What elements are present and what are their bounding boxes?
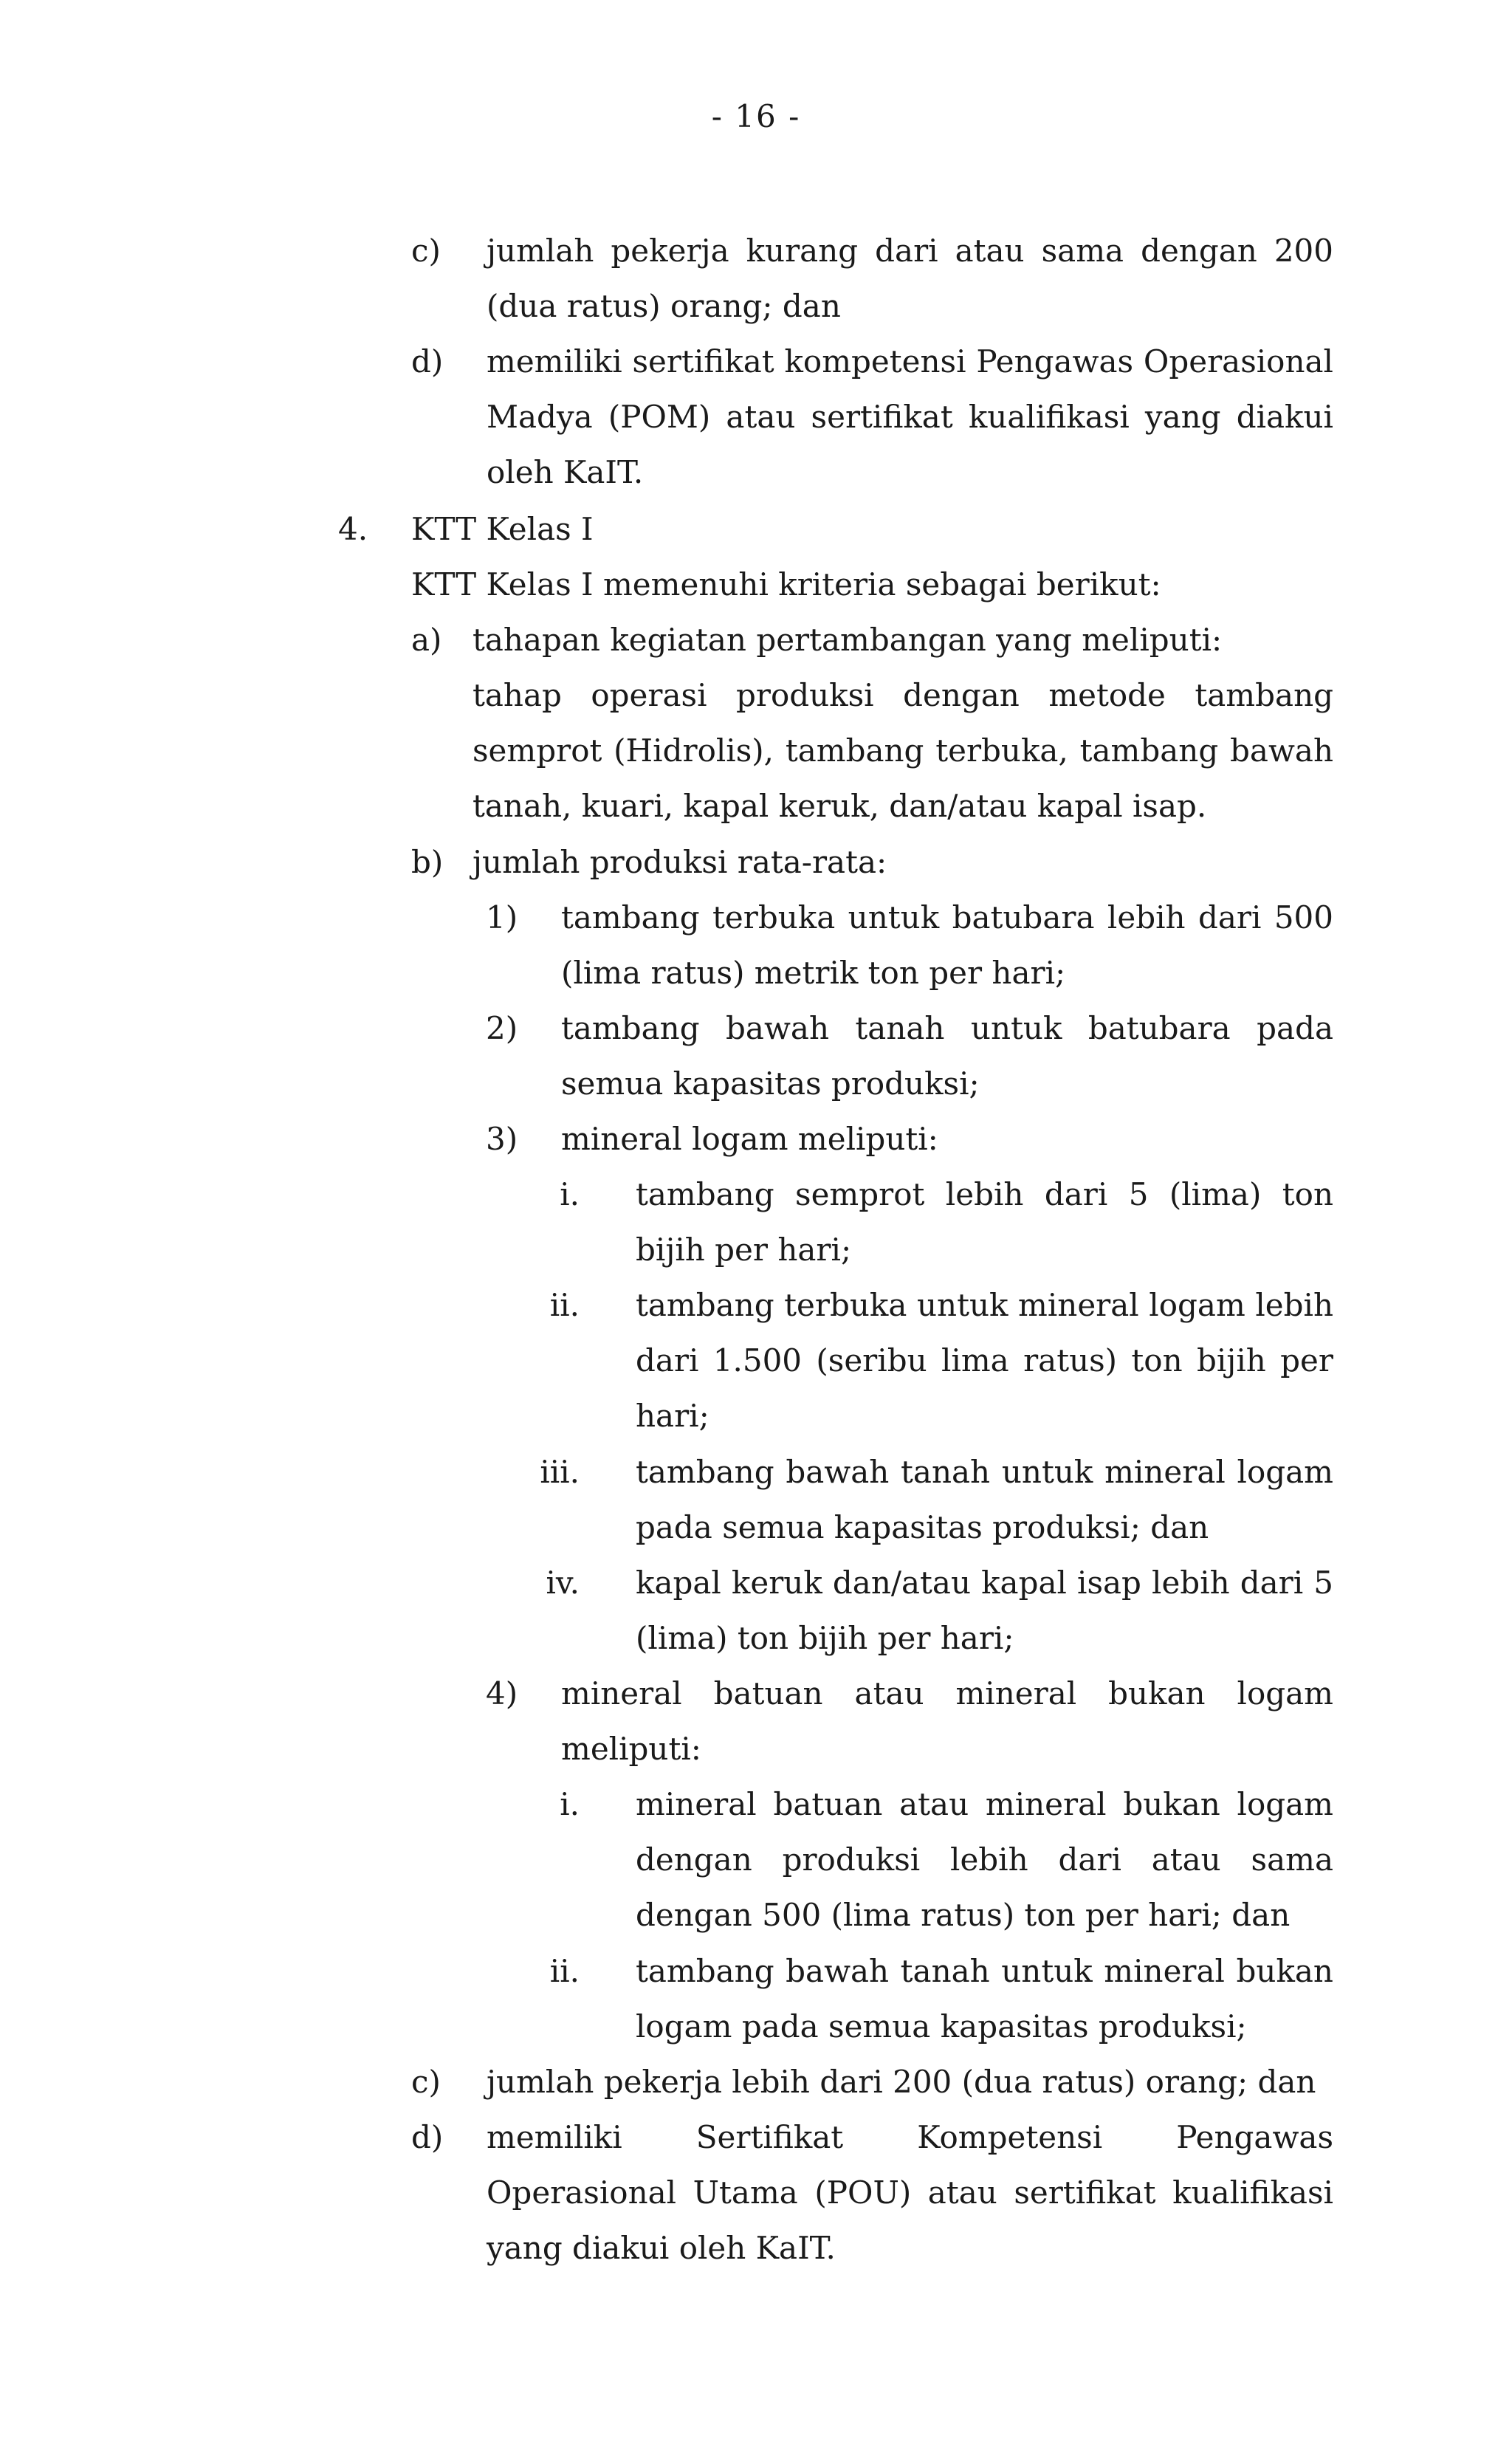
list-marker: 1)	[486, 899, 518, 936]
list-item-text: memiliki sertifikat kompetensi Pengawas Operasional Madya (POM) atau sertifikat kualifikasi yang diakui oleh KaIT.	[487, 343, 1333, 490]
list-marker: c)	[411, 2064, 441, 2100]
list-marker: b)	[411, 844, 444, 880]
list-item-lead: jumlah produksi rata-rata:	[472, 844, 887, 880]
list-item-text: tahap operasi produksi dengan metode tambang semprot (Hidrolis), tambang terbuka, tambang bawah tanah, kuari, kapal keruk, dan/atau kapal isap.	[472, 677, 1333, 824]
list-item-text: jumlah pekerja kurang dari atau sama dengan 200 (dua ratus) orang; dan	[487, 233, 1333, 324]
list-marker: 3)	[486, 1121, 518, 1157]
list-item-text: jumlah pekerja lebih dari 200 (dua ratus) orang; dan	[487, 2064, 1316, 2100]
list-marker: d)	[411, 2119, 444, 2155]
list-item-text: mineral logam meliputi:	[561, 1121, 938, 1157]
list-item-text: tambang terbuka untuk mineral logam lebih dari 1.500 (seribu lima ratus) ton bijih per hari;	[636, 1287, 1333, 1434]
section-number: 4.	[338, 511, 368, 547]
list-item-text: memiliki Sertifikat Kompetensi Pengawas Operasional Utama (POU) atau sertifikat kualifikasi yang diakui oleh KaIT.	[487, 2119, 1333, 2266]
list-item-text: tambang terbuka untuk batubara lebih dari 500 (lima ratus) metrik ton per hari;	[561, 899, 1333, 991]
list-marker: 2)	[486, 1010, 518, 1046]
list-item-lead: tahapan kegiatan pertambangan yang meliputi:	[472, 622, 1223, 658]
section-heading: KTT Kelas I	[411, 511, 594, 547]
list-item-text: tambang semprot lebih dari 5 (lima) ton bijih per hari;	[636, 1176, 1333, 1268]
page-number: - 16 -	[711, 98, 801, 134]
list-marker: iv.	[546, 1565, 580, 1601]
list-item-text: tambang bawah tanah untuk batubara pada semua kapasitas produksi;	[561, 1010, 1333, 1102]
list-marker: i.	[560, 1786, 580, 1822]
list-marker: ii.	[549, 1953, 580, 1989]
list-marker: 4)	[486, 1675, 518, 1712]
list-item-text: kapal keruk dan/atau kapal isap lebih dari 5 (lima) ton bijih per hari;	[636, 1565, 1333, 1656]
list-item-text: mineral batuan atau mineral bukan logam meliputi:	[561, 1675, 1333, 1767]
list-item-text: tambang bawah tanah untuk mineral bukan logam pada semua kapasitas produksi;	[636, 1953, 1333, 2045]
list-item-text: mineral batuan atau mineral bukan logam dengan produksi lebih dari atau sama dengan 500 (lima ratus) ton per hari; dan	[636, 1786, 1333, 1933]
list-marker: i.	[560, 1176, 580, 1212]
list-marker: d)	[411, 343, 444, 380]
list-marker: iii.	[540, 1454, 580, 1490]
list-marker: a)	[411, 622, 442, 658]
list-marker: ii.	[549, 1287, 580, 1323]
list-marker: c)	[411, 233, 441, 269]
list-item-text: tambang bawah tanah untuk mineral logam pada semua kapasitas produksi; dan	[636, 1454, 1333, 1545]
section-intro: KTT Kelas I memenuhi kriteria sebagai berikut:	[411, 566, 1161, 603]
